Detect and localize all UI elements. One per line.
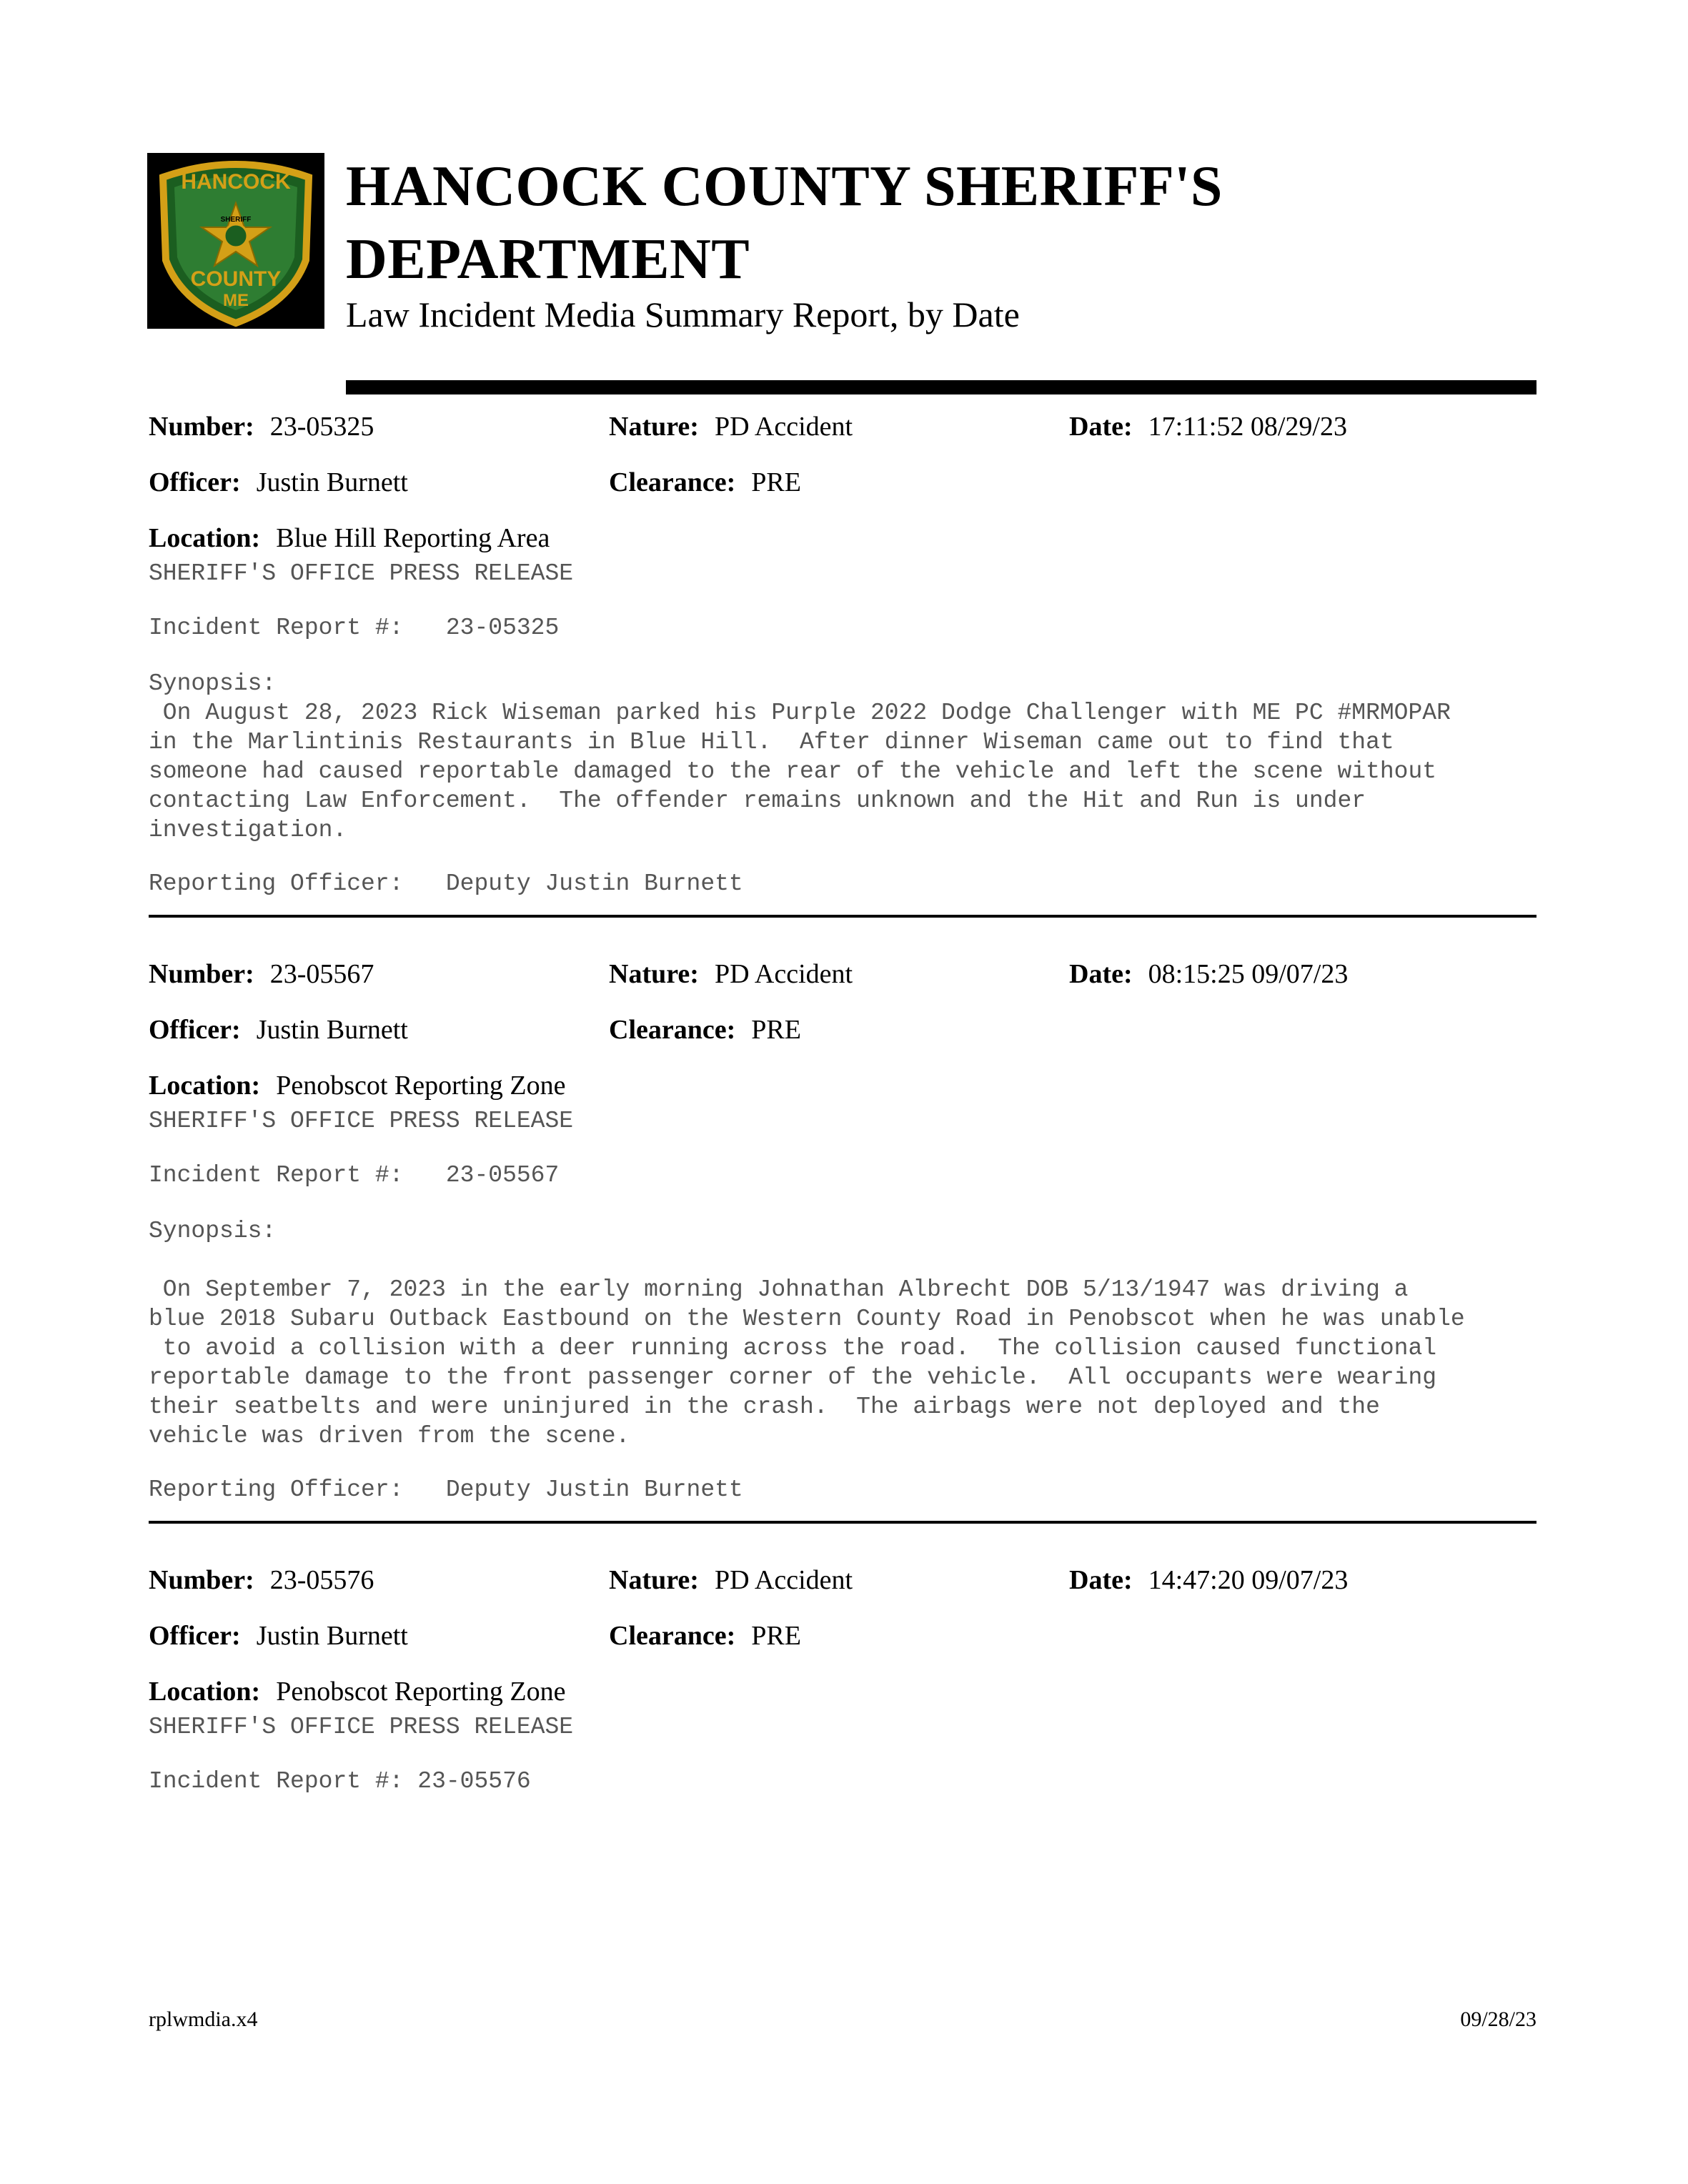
officer-label: Officer: [149, 467, 241, 497]
location-label: Location: [149, 523, 261, 553]
location-field [149, 522, 550, 555]
header-divider [346, 380, 1536, 394]
date-value: 17:11:52 08/29/23 [1148, 412, 1347, 442]
badge-text-star: SHERIFF [220, 216, 252, 224]
press-release-line: SHERIFF'S OFFICE PRESS RELEASE [149, 1108, 574, 1134]
officer-field [149, 466, 408, 499]
location-label: Location: [149, 1071, 261, 1101]
number-value: 23-05576 [269, 1565, 374, 1595]
location-value: Penobscot Reporting Zone [276, 1677, 566, 1707]
reporting-officer-line: Reporting Officer: Deputy Justin Burnett [149, 1476, 743, 1503]
badge-text-bottom: COUNTY [190, 267, 282, 291]
clearance-value: PRE [751, 467, 801, 497]
nature-value: PD Accident [714, 412, 853, 442]
date-label: Date: [1069, 959, 1133, 989]
number-field [149, 958, 374, 991]
synopsis-line: blue 2018 Subaru Outback Eastbound on the Western County Road in Penobscot when he was unable [149, 1306, 1465, 1332]
clearance-label: Clearance: [609, 467, 736, 497]
badge-text-top: HANCOCK [181, 170, 291, 194]
record-divider [149, 1521, 1536, 1524]
date-field [1069, 1564, 1348, 1597]
nature-value: PD Accident [714, 959, 853, 989]
press-release-line: SHERIFF'S OFFICE PRESS RELEASE [149, 1714, 574, 1740]
page-subtitle: Law Incident Media Summary Report, by Date [346, 294, 1020, 334]
number-field [149, 410, 374, 443]
footer-report-id: rplwmdia.x4 [149, 2007, 258, 2031]
title-line-1: HANCOCK COUNTY SHERIFF'S [346, 155, 1223, 218]
officer-value: Justin Burnett [256, 1015, 408, 1045]
press-release-line: SHERIFF'S OFFICE PRESS RELEASE [149, 560, 574, 587]
date-field [1069, 958, 1348, 991]
location-field [149, 1675, 566, 1708]
officer-value: Justin Burnett [256, 467, 408, 497]
synopsis-line: vehicle was driven from the scene. [149, 1423, 630, 1449]
clearance-field [609, 1619, 801, 1652]
incident-report-line: Incident Report #: 23-05567 [149, 1162, 560, 1188]
officer-label: Officer: [149, 1015, 241, 1045]
synopsis-line: investigation. [149, 817, 347, 843]
officer-value: Justin Burnett [256, 1621, 408, 1651]
synopsis-label: Synopsis: [149, 670, 277, 697]
reporting-officer-line: Reporting Officer: Deputy Justin Burnett [149, 870, 743, 897]
clearance-field [609, 466, 801, 499]
officer-label: Officer: [149, 1621, 241, 1651]
clearance-label: Clearance: [609, 1015, 736, 1045]
clearance-value: PRE [751, 1621, 801, 1651]
synopsis-label: Synopsis: [149, 1218, 277, 1244]
incident-report-line: Incident Report #: 23-05325 [149, 615, 560, 641]
synopsis-line: contacting Law Enforcement. The offender remains unknown and the Hit and Run is under [149, 788, 1366, 814]
record-divider [149, 915, 1536, 918]
location-value: Penobscot Reporting Zone [276, 1071, 566, 1101]
synopsis-line: to avoid a collision with a deer running across the road. The collision caused functional [149, 1335, 1437, 1361]
synopsis-line: On August 28, 2023 Rick Wiseman parked his Purple 2022 Dodge Challenger with ME PC #MRMOPAR [149, 700, 1451, 726]
number-label: Number: [149, 959, 254, 989]
badge-text-state: ME [223, 291, 249, 310]
date-label: Date: [1069, 1565, 1133, 1595]
clearance-field [609, 1013, 801, 1046]
number-value: 23-05567 [269, 959, 374, 989]
number-value: 23-05325 [269, 412, 374, 442]
nature-label: Nature: [609, 412, 699, 442]
footer-date: 09/28/23 [1460, 2007, 1536, 2031]
date-value: 14:47:20 09/07/23 [1148, 1565, 1349, 1595]
officer-field [149, 1619, 408, 1652]
date-label: Date: [1069, 412, 1133, 442]
title-line-2: DEPARTMENT [346, 228, 750, 291]
nature-value: PD Accident [714, 1565, 853, 1595]
synopsis-line: reportable damage to the front passenger corner of the vehicle. All occupants were wearing [149, 1364, 1437, 1391]
nature-label: Nature: [609, 959, 699, 989]
synopsis-line: their seatbelts and were uninjured in the crash. The airbags were not deployed and the [149, 1394, 1380, 1420]
nature-field [609, 410, 853, 443]
synopsis-line: On September 7, 2023 in the early morning Johnathan Albrecht DOB 5/13/1947 was driving a [149, 1276, 1409, 1303]
clearance-value: PRE [751, 1015, 801, 1045]
page-title [346, 150, 1561, 296]
location-value: Blue Hill Reporting Area [276, 523, 550, 553]
synopsis-line: someone had caused reportable damaged to the rear of the vehicle and left the scene without [149, 758, 1437, 785]
clearance-label: Clearance: [609, 1621, 736, 1651]
nature-field [609, 1564, 853, 1597]
location-label: Location: [149, 1677, 261, 1707]
nature-field [609, 958, 853, 991]
date-field [1069, 410, 1347, 443]
number-label: Number: [149, 1565, 254, 1595]
synopsis-line: in the Marlintinis Restaurants in Blue Hill. After dinner Wiseman came out to find that [149, 729, 1394, 755]
nature-label: Nature: [609, 1565, 699, 1595]
sheriff-badge-logo [147, 153, 324, 329]
number-field [149, 1564, 374, 1597]
number-label: Number: [149, 412, 254, 442]
date-value: 08:15:25 09/07/23 [1148, 959, 1349, 989]
officer-field [149, 1013, 408, 1046]
incident-report-line: Incident Report #: 23-05576 [149, 1768, 531, 1795]
location-field [149, 1069, 566, 1102]
